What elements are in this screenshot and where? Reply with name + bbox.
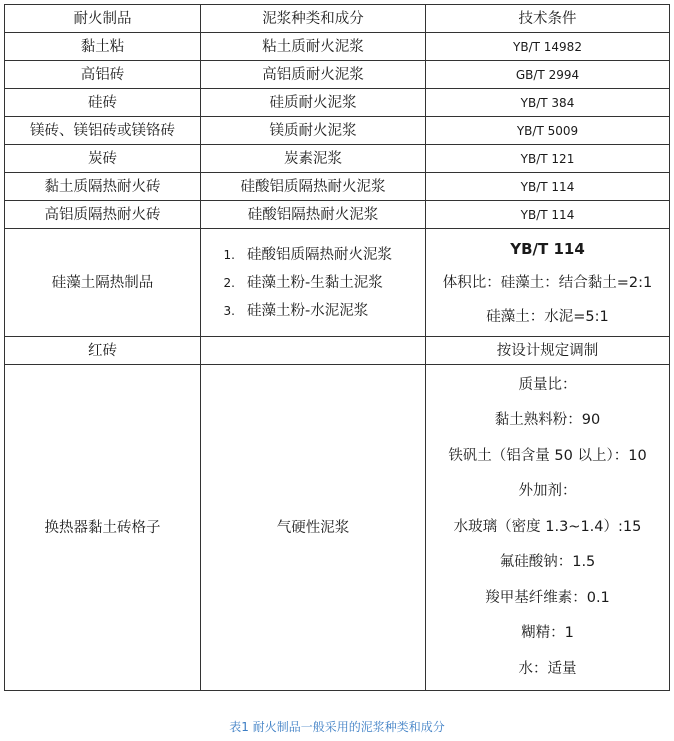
mortar-cell: 镁质耐火泥浆 — [201, 117, 426, 145]
table-caption: 表1 耐火制品一般采用的泥浆种类和成分 — [229, 720, 445, 734]
mortar-list-cell — [201, 229, 426, 337]
composition-line: 水玻璃（密度 1.3~1.4）:15 — [453, 518, 642, 535]
table-row — [5, 61, 670, 89]
composition-line: 质量比： — [518, 376, 577, 393]
mortar-list — [205, 241, 421, 325]
product-cell: 硅砖 — [5, 89, 201, 117]
mortar-cell: 硅酸铝质隔热耐火泥浆 — [201, 173, 426, 201]
header-standard: 技术条件 — [426, 5, 670, 33]
mortar-cell — [201, 337, 426, 365]
table-row — [5, 117, 670, 145]
mortar-cell: 粘土质耐火泥浆 — [201, 33, 426, 61]
table-row — [5, 337, 670, 365]
heat-exchanger-row — [5, 365, 670, 691]
product-cell: 高铝质隔热耐火砖 — [5, 201, 201, 229]
header-mortar: 泥浆种类和成分 — [201, 5, 426, 33]
mortar-cell: 硅质耐火泥浆 — [201, 89, 426, 117]
volume-ratio: 体积比：硅藻土：结合黏土=2:1 — [442, 274, 653, 291]
product-cell: 换热器黏土砖格子 — [5, 365, 201, 691]
product-cell: 硅藻土隔热制品 — [5, 229, 201, 337]
list-item — [205, 269, 421, 297]
composition-line: 氟硅酸钠：1.5 — [499, 554, 596, 571]
standard-cell: YB/T 114 — [426, 173, 670, 201]
diatomite-row — [5, 229, 670, 337]
composition-line: 黏土熟料粉：90 — [494, 412, 601, 429]
table-row — [5, 201, 670, 229]
standard-cell: GB/T 2994 — [426, 61, 670, 89]
standard-cell: 按设计规定调制 — [426, 337, 670, 365]
composition-line: 外加剂： — [518, 483, 577, 500]
composition-line: 糊精：1 — [521, 625, 574, 642]
standard-cell: YB/T 5009 — [426, 117, 670, 145]
table-row — [5, 89, 670, 117]
standard-cell: YB/T 121 — [426, 145, 670, 173]
composition-line: 铁矾土（铝含量 50 以上）：10 — [448, 447, 647, 464]
composition-line: 水：适量 — [518, 660, 577, 677]
table-row — [5, 33, 670, 61]
product-cell: 红砖 — [5, 337, 201, 365]
header-product: 耐火制品 — [5, 5, 201, 33]
standard-cell — [426, 229, 670, 337]
product-cell: 黏土粘 — [5, 33, 201, 61]
product-cell: 黏土质隔热耐火砖 — [5, 173, 201, 201]
list-item — [205, 297, 421, 325]
mortar-cell: 气硬性泥浆 — [201, 365, 426, 691]
list-text: 硅藻土粉-生黏土泥浆 — [247, 274, 383, 291]
composition-cell — [426, 365, 670, 691]
list-number: 1. — [223, 247, 235, 262]
mortar-cell: 炭素泥浆 — [201, 145, 426, 173]
product-cell: 炭砖 — [5, 145, 201, 173]
header-row — [5, 5, 670, 33]
diatomite-standard: YB/T 114 — [510, 239, 585, 258]
mortar-cell: 高铝质耐火泥浆 — [201, 61, 426, 89]
cement-ratio: 硅藻土：水泥=5:1 — [486, 308, 609, 325]
mortar-cell: 硅酸铝隔热耐火泥浆 — [201, 201, 426, 229]
list-text: 硅藻土粉-水泥泥浆 — [247, 302, 369, 319]
product-cell: 高铝砖 — [5, 61, 201, 89]
product-cell: 镁砖、镁铝砖或镁铬砖 — [5, 117, 201, 145]
standard-cell: YB/T 114 — [426, 201, 670, 229]
list-text: 硅酸铝质隔热耐火泥浆 — [247, 246, 392, 263]
list-item — [205, 241, 421, 269]
list-number: 2. — [223, 275, 235, 290]
list-number: 3. — [223, 303, 235, 318]
standard-cell: YB/T 14982 — [426, 33, 670, 61]
table-row — [5, 173, 670, 201]
standard-cell: YB/T 384 — [426, 89, 670, 117]
composition-line: 羧甲基纤维素：0.1 — [485, 589, 610, 606]
mortar-table — [4, 4, 670, 691]
table-row — [5, 145, 670, 173]
